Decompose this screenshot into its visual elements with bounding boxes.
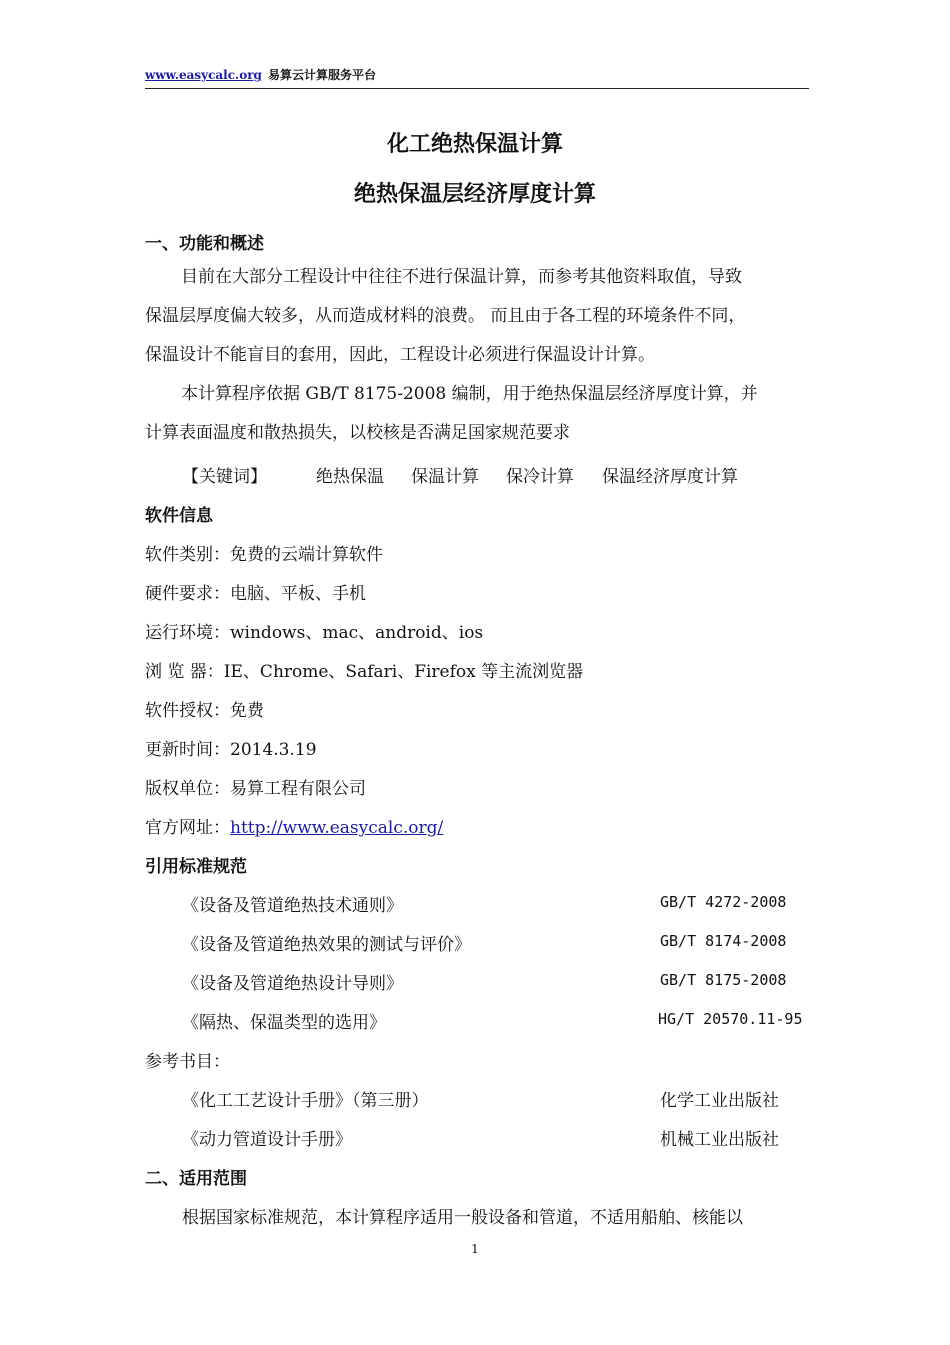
section1-paragraph2 bbox=[145, 375, 809, 453]
section1-heading: 一、功能和概述 bbox=[145, 234, 264, 254]
book-name: 《动力管道设计手册》 bbox=[182, 1130, 352, 1150]
section1-paragraph1 bbox=[145, 258, 809, 375]
keyword-item: 保冷计算 bbox=[506, 467, 574, 487]
hardware-requirement: 硬件要求：电脑、平板、手机 bbox=[145, 584, 366, 604]
standard-code: GB/T 4272-2008 bbox=[660, 893, 787, 911]
browsers: 浏 览 器：IE、Chrome、Safari、Firefox 等主流浏览器 bbox=[145, 662, 584, 682]
section2-heading: 二、适用范围 bbox=[145, 1169, 247, 1189]
update-time: 更新时间：2014.3.19 bbox=[145, 740, 317, 760]
keywords-label: 【关键词】 bbox=[182, 467, 267, 487]
official-site bbox=[145, 813, 443, 838]
official-site-label: 官方网址： bbox=[145, 818, 230, 838]
document-title: 化工绝热保温计算 bbox=[386, 131, 563, 157]
standard-name: 《隔热、保温类型的选用》 bbox=[182, 1013, 386, 1033]
book-publisher: 机械工业出版社 bbox=[660, 1130, 779, 1150]
para1-line1: 目前在大部分工程设计中往往不进行保温计算，而参考其他资料取值，导致 bbox=[181, 267, 742, 287]
para1-line3: 保温设计不能盲目的套用，因此，工程设计必须进行保温设计计算。 bbox=[145, 345, 655, 365]
para2-line1: 本计算程序依据 GB/T 8175-2008 编制，用于绝热保温层经济厚度计算，并 bbox=[181, 384, 758, 404]
book-publisher: 化学工业出版社 bbox=[660, 1091, 779, 1111]
document-subtitle: 绝热保温层经济厚度计算 bbox=[353, 181, 596, 207]
standards-heading: 引用标准规范 bbox=[145, 857, 247, 877]
standard-code: HG/T 20570.11-95 bbox=[658, 1010, 803, 1028]
standard-name: 《设备及管道绝热技术通则》 bbox=[182, 896, 403, 916]
page-header bbox=[145, 66, 809, 89]
page-number: 1 bbox=[471, 1242, 479, 1256]
copyright-owner: 版权单位：易算工程有限公司 bbox=[145, 779, 366, 799]
standard-name: 《设备及管道绝热设计导则》 bbox=[182, 974, 403, 994]
license: 软件授权：免费 bbox=[145, 701, 264, 721]
book-name: 《化工工艺设计手册》（第三册） bbox=[182, 1091, 429, 1111]
standard-code: GB/T 8174-2008 bbox=[660, 932, 787, 950]
keyword-item: 保温计算 bbox=[411, 467, 479, 487]
software-heading: 软件信息 bbox=[145, 506, 213, 526]
para1-line2: 保温层厚度偏大较多，从而造成材料的浪费。 而且由于各工程的环境条件不同， bbox=[145, 306, 746, 326]
section2-paragraph: 根据国家标准规范，本计算程序适用一般设备和管道，不适用船舶、核能以 bbox=[182, 1208, 743, 1228]
software-category: 软件类别：免费的云端计算软件 bbox=[145, 545, 383, 565]
header-site-link[interactable]: www.easycalc.org bbox=[145, 68, 262, 82]
header-site-name: 易算云计算服务平台 bbox=[267, 68, 376, 82]
keyword-item: 保温经济厚度计算 bbox=[602, 467, 738, 487]
keyword-item: 绝热保温 bbox=[316, 467, 384, 487]
standard-code: GB/T 8175-2008 bbox=[660, 971, 787, 989]
standard-name: 《设备及管道绝热效果的测试与评价》 bbox=[182, 935, 471, 955]
official-site-link[interactable]: http://www.easycalc.org/ bbox=[230, 818, 444, 838]
para2-line2: 计算表面温度和散热损失，以校核是否满足国家规范要求 bbox=[145, 423, 570, 443]
books-heading: 参考书目： bbox=[145, 1052, 230, 1072]
runtime-environment: 运行环境：windows、mac、android、ios bbox=[145, 623, 484, 643]
